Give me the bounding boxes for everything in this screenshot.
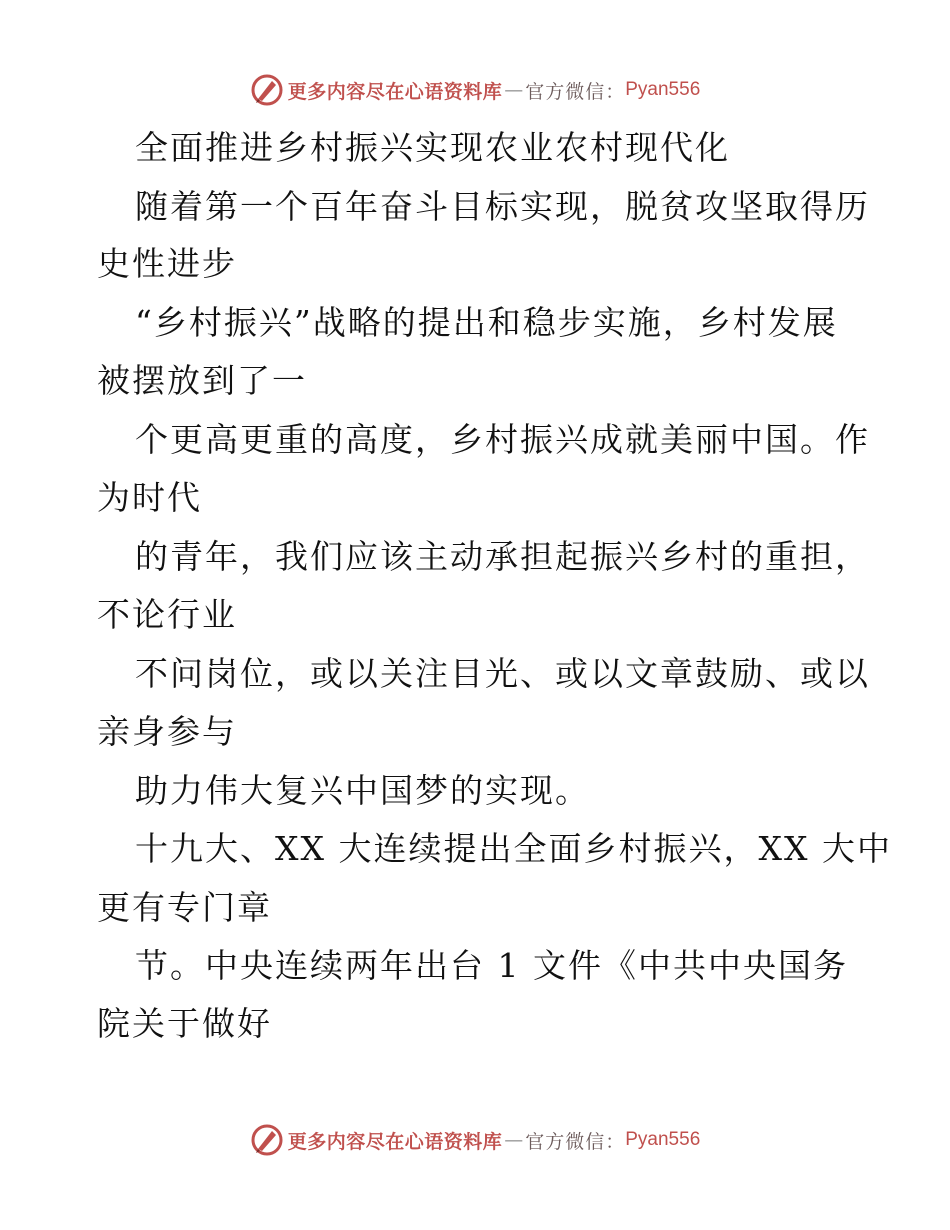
paragraph-line: 被摆放到了一 <box>97 361 307 400</box>
paragraph-line: 史性进步 <box>97 244 237 283</box>
paragraph-line: 节。中央连续两年出台 1 文件《中共中央国务 <box>135 946 848 985</box>
paragraph-line: 个更高更重的高度，乡村振兴成就美丽中国。作 <box>135 420 870 459</box>
paragraph-line: 助力伟大复兴中国梦的实现。 <box>135 771 590 810</box>
document-title: 全面推进乡村振兴实现农业农村现代化 <box>135 128 730 167</box>
footer-wechat-label: 官方微信： <box>525 1130 626 1153</box>
pen-logo-icon <box>250 1123 284 1157</box>
paragraph-line: 不问岗位，或以关注目光、或以文章鼓励、或以 <box>135 654 870 693</box>
header-dash: — <box>504 79 524 101</box>
paragraph-line: 更有专门章 <box>97 888 272 927</box>
footer-brand: 更多内容尽在心语资料库 <box>287 1130 503 1153</box>
footer-wechat-handle: Pyan556 <box>625 1129 701 1150</box>
paragraph-line: 的青年，我们应该主动承担起振兴乡村的重担， <box>135 537 870 576</box>
header-wechat-label: 官方微信： <box>525 80 626 103</box>
footer-banner <box>0 1120 950 1160</box>
paragraph-line: “乡村振兴”战略的提出和稳步实施，乡村发展 <box>135 303 838 342</box>
header-wechat-handle: Pyan556 <box>625 79 701 100</box>
paragraph-line: 院关于做好 <box>97 1004 272 1043</box>
paragraph-line: 亲身参与 <box>97 712 237 751</box>
paragraph-line: 为时代 <box>97 478 202 517</box>
paragraph-line: 随着第一个百年奋斗目标实现，脱贫攻坚取得历 <box>135 187 870 226</box>
paragraph-line: 十九大、XX 大连续提出全面乡村振兴，XX 大中 <box>135 829 892 868</box>
header-brand: 更多内容尽在心语资料库 <box>287 80 503 103</box>
paragraph-line: 不论行业 <box>97 595 237 634</box>
footer-dash: — <box>504 1129 524 1151</box>
